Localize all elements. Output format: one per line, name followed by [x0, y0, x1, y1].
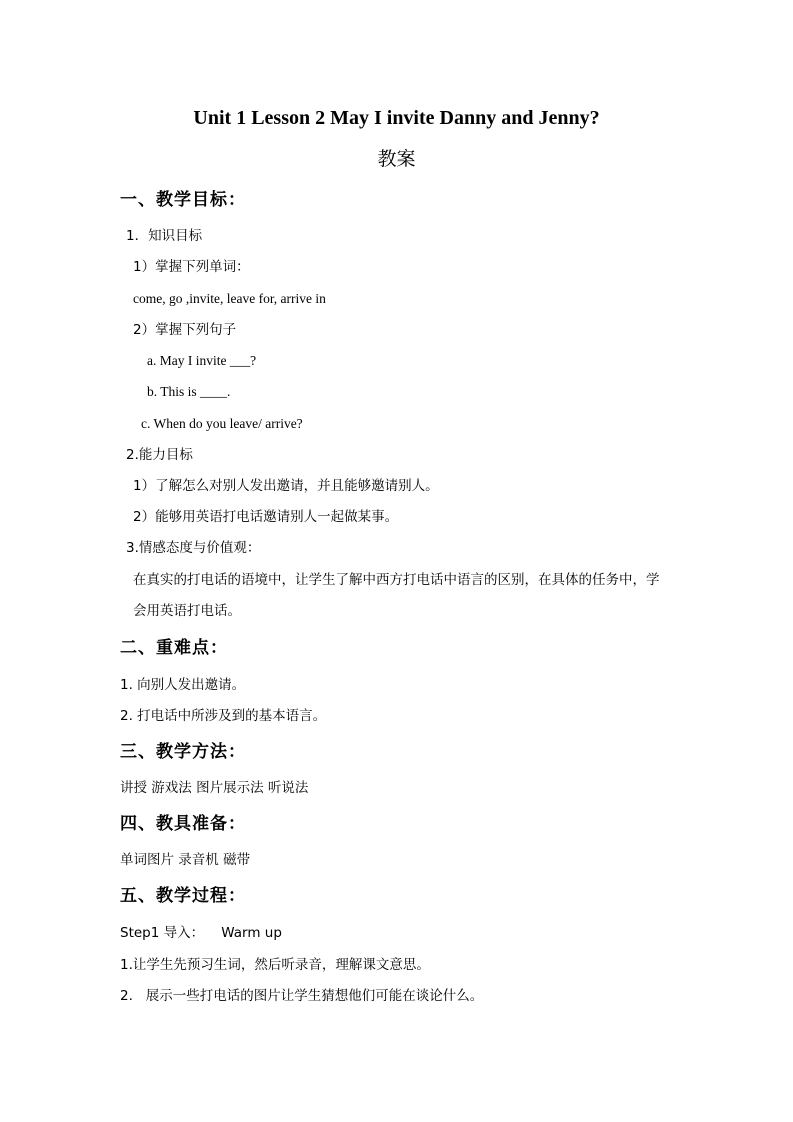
attitude-label: 3.情感态度与价值观： — [126, 540, 261, 556]
process-item-2: 2. 展示一些打电话的图片让学生猜想他们可能在谈论什么。 — [120, 988, 484, 1004]
step1-warm-up: Step1 导入： Warm up — [120, 925, 282, 941]
key-point-1: 1. 向别人发出邀请。 — [120, 677, 246, 693]
attitude-text-line-2: 会用英语打电话。 — [133, 603, 241, 619]
section-heading-objectives: 一、教学目标： — [120, 190, 246, 210]
ability-item-2: 2）能够用英语打电话邀请别人一起做某事。 — [133, 509, 399, 525]
vocabulary-list: come, go ,invite, leave for, arrive in — [133, 291, 326, 306]
ability-item-1: 1）了解怎么对别人发出邀请，并且能够邀请别人。 — [133, 478, 439, 494]
attitude-text-line-1: 在真实的打电话的语境中，让学生了解中西方打电话中语言的区别，在具体的任务中，学 — [133, 572, 660, 588]
sentence-a: a. May I invite ___? — [147, 353, 257, 368]
words-label: 1）掌握下列单词： — [133, 259, 250, 275]
section-heading-methods: 三、教学方法： — [120, 742, 246, 762]
section-heading-key-points: 二、重难点： — [120, 638, 228, 658]
key-point-2: 2. 打电话中所涉及到的基本语言。 — [120, 708, 327, 724]
teaching-aids: 单词图片 录音机 磁带 — [120, 852, 251, 868]
teaching-methods: 讲授 游戏法 图片展示法 听说法 — [120, 780, 309, 796]
section-heading-aids: 四、教具准备： — [120, 814, 246, 834]
document-subtitle: 教案 — [377, 148, 416, 170]
sentence-b: b. This is ____. — [147, 384, 231, 399]
sentences-label: 2）掌握下列句子 — [133, 322, 237, 338]
document-title: Unit 1 Lesson 2 May I invite Danny and Jenny? — [193, 107, 600, 129]
process-item-1: 1.让学生先预习生词，然后听录音，理解课文意思。 — [120, 957, 430, 973]
section-heading-process: 五、教学过程： — [120, 886, 246, 906]
sentence-c: c. When do you leave/ arrive? — [141, 416, 303, 431]
ability-objectives-label: 2.能力目标 — [126, 447, 193, 463]
knowledge-objectives-label: 1．知识目标 — [126, 228, 203, 244]
